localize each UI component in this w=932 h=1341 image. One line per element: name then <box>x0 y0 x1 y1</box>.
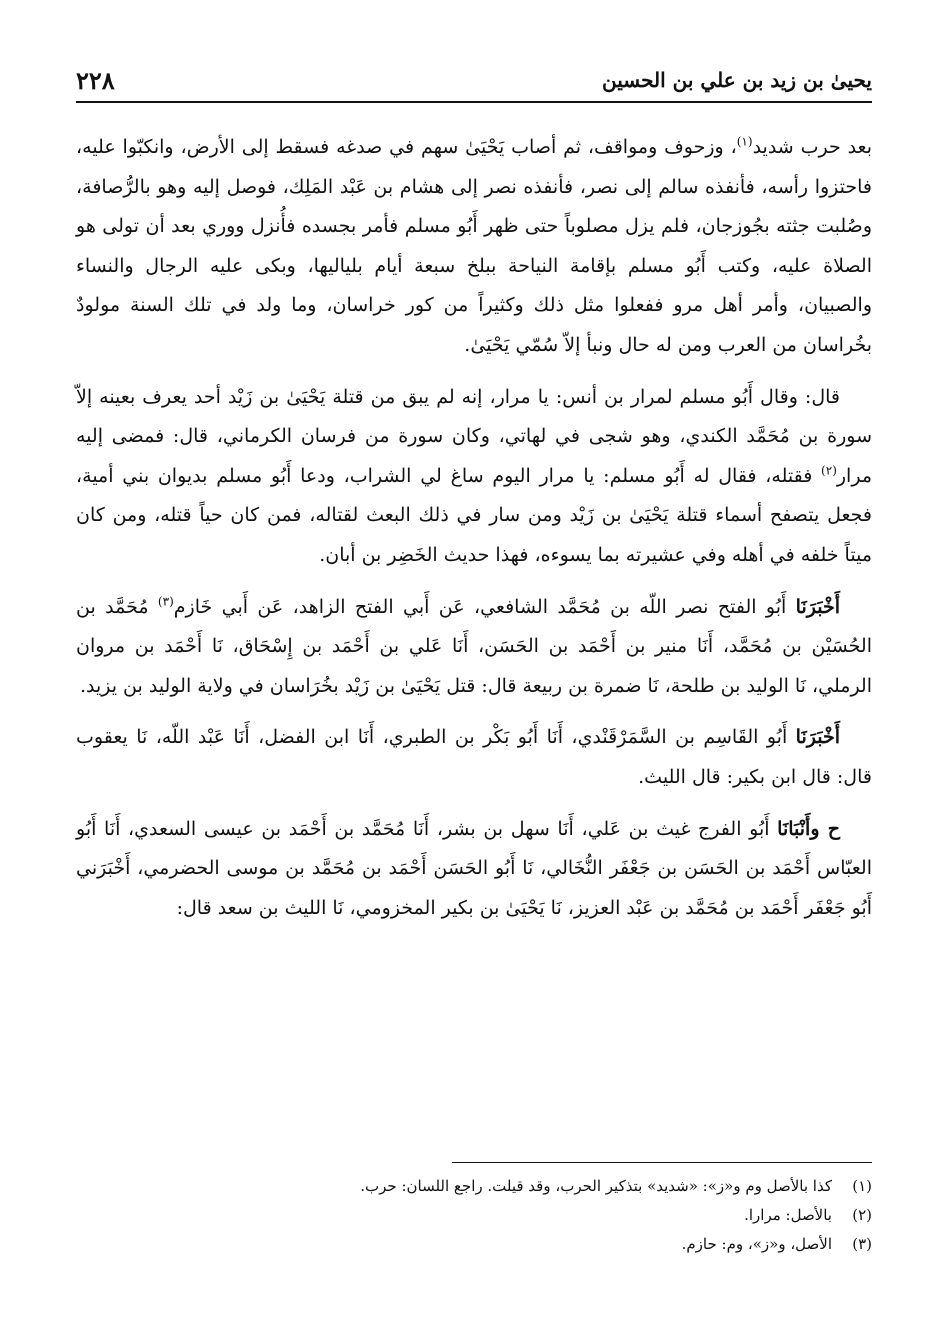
page-number: ٢٢٨ <box>76 65 115 95</box>
footnote-number: (١) <box>852 1177 872 1195</box>
footnote-number: (٢) <box>852 1206 872 1224</box>
running-title: يحيىٰ بن زيد بن علي بن الحسين <box>602 68 872 92</box>
paragraph: أَخْبَرَنَا أَبُو القَاسِم بن السَّمَرْقَنْدي، أَنَا أَبُو بَكْر بن الطبري، أَنَا ابن الفضل، أَنَا عَبْد اللّه، نَا يعقوب قال: قال ابن بكير: قال الليث. <box>76 726 872 788</box>
footnote-ref: (١) <box>736 134 753 149</box>
page-header <box>76 62 872 98</box>
paragraph: ح وأَنْبَانَا أَبُو الفرج غيث بن عَلي، أَنَا سهل بن بشر، أَنَا مُحَمَّد بن أَحْمَد بن عيسى السعدي، أَنَا أَبُو العبّاس أَحْمَد بن الحَسَن بن جَعْفَر النُّخَالي، نَا أَبُو الحَسَن أَحْمَد بن مُحَمَّد بن موسى الحضرمي، أَخْبَرَني أَبُو جَعْفَر أَحْمَد بن مُحَمَّد بن عَبْد العزيز، نَا يَحْيَىٰ بن بكير المخزومي، نَا الليث بن سعد قال: <box>76 817 872 919</box>
footnote-ref: (٢) <box>821 463 837 478</box>
footnote <box>76 1230 872 1259</box>
footnote-ref: (٣) <box>157 594 174 609</box>
header-rule <box>76 101 872 103</box>
footnote-number: (٣) <box>852 1235 872 1253</box>
isnad-keyword: ح وأَنْبَانَا <box>777 817 841 840</box>
paragraph: بعد حرب شديد$^{(١)}$، وزحوف ومواقف، ثم أصاب يَحْيَىٰ سهم في صدغه فسقط إلى الأرض، وانكبّوا عليه، فاحتزوا رأسه، فأنفذه سالم إلى نصر، فأنفذه نصر إلى هشام بن عَبْد المَلِك، فوصل إليه وهو بالرُّصافة، وصُلبت جثته بجُوزجان، فلم يزل مصلوباً حتى ظهر أَبُو مسلم فأمر بجسده فأُنزل ووري بعد أن تولى هو الصلاة عليه، وكتب أَبُو مسلم بإقامة النياحة ببلخ سبعة أيام بلياليها، وبكى عليه الرجال والنساء والصبيان، وأمر أهل مرو ففعلوا مثل ذلك وكثيراً من كور خراسان، وما ولد في تلك السنة مولودٌ بخُراسان من العرب ومن له حال ونبأ إلاّ سُمّي يَحْيَىٰ. <box>76 134 873 356</box>
footnote <box>76 1201 872 1230</box>
paragraph: أَخْبَرَنَا أَبُو الفتح نصر اللّه بن مُحَمَّد الشافعي، عَن أَبي الفتح الزاهد، عَن أَبي خَازم$^{(٣)}$ مُحَمَّد بن الحُسَيْن بن مُحَمَّد، أَنَا منير بن أَحْمَد بن الحَسَن، أَنَا عَلي بن أَحْمَد بن إِسْحَاق، نَا أَحْمَد بن مروان الرملي، نَا الوليد بن طلحة، نَا ضمرة بن ربيعة قال: قتل يَحْيَىٰ بن زَيْد بخُرَاسان في ولاية الوليد بن يزيد. <box>76 594 872 697</box>
footnote-text: الأصل، و«ز»، وم: حازم. <box>681 1235 832 1253</box>
footnote-text: بالأصل: مرارا. <box>744 1206 832 1224</box>
footnote-rule <box>452 1162 872 1163</box>
paragraph: قال: وقال أَبُو مسلم لمرار بن أنس: يا مرار، إنه لم يبق من قتلة يَحْيَىٰ بن زَيْد أحد يعرف بعينه إلاّ سورة بن مُحَمَّد الكندي، وهو شجى في لهاتي، وكان سورة من فرسان الكرماني، قال: فمضى إليه مرار$^{(٢)}$ فقتله، فقال له أَبُو مسلم: يا مرار اليوم ساغ لي الشراب، ودعا أَبُو مسلم بديوان بني أمية، فجعل يتصفح أسماء قتلة يَحْيَىٰ بن زَيْد ومن سار في ذلك البعث لقتاله، فمن كان حياً قتله، ومن كان ميتاً خلفه في أهله وفي عشيرته بما يسوءه، فهذا حديث الخَضِر بن أبان. <box>76 385 872 566</box>
isnad-keyword: أَخْبَرَنَا <box>795 595 840 618</box>
footnote-text: كذا بالأصل وم و«ز»: «شديد» بتذكير الحرب، وقد قيلت. راجع اللسان: حرب. <box>360 1177 832 1195</box>
body-text <box>76 128 872 940</box>
footnote <box>76 1172 872 1201</box>
footnotes <box>76 1172 872 1259</box>
isnad-keyword: أَخْبَرَنَا <box>795 726 840 749</box>
